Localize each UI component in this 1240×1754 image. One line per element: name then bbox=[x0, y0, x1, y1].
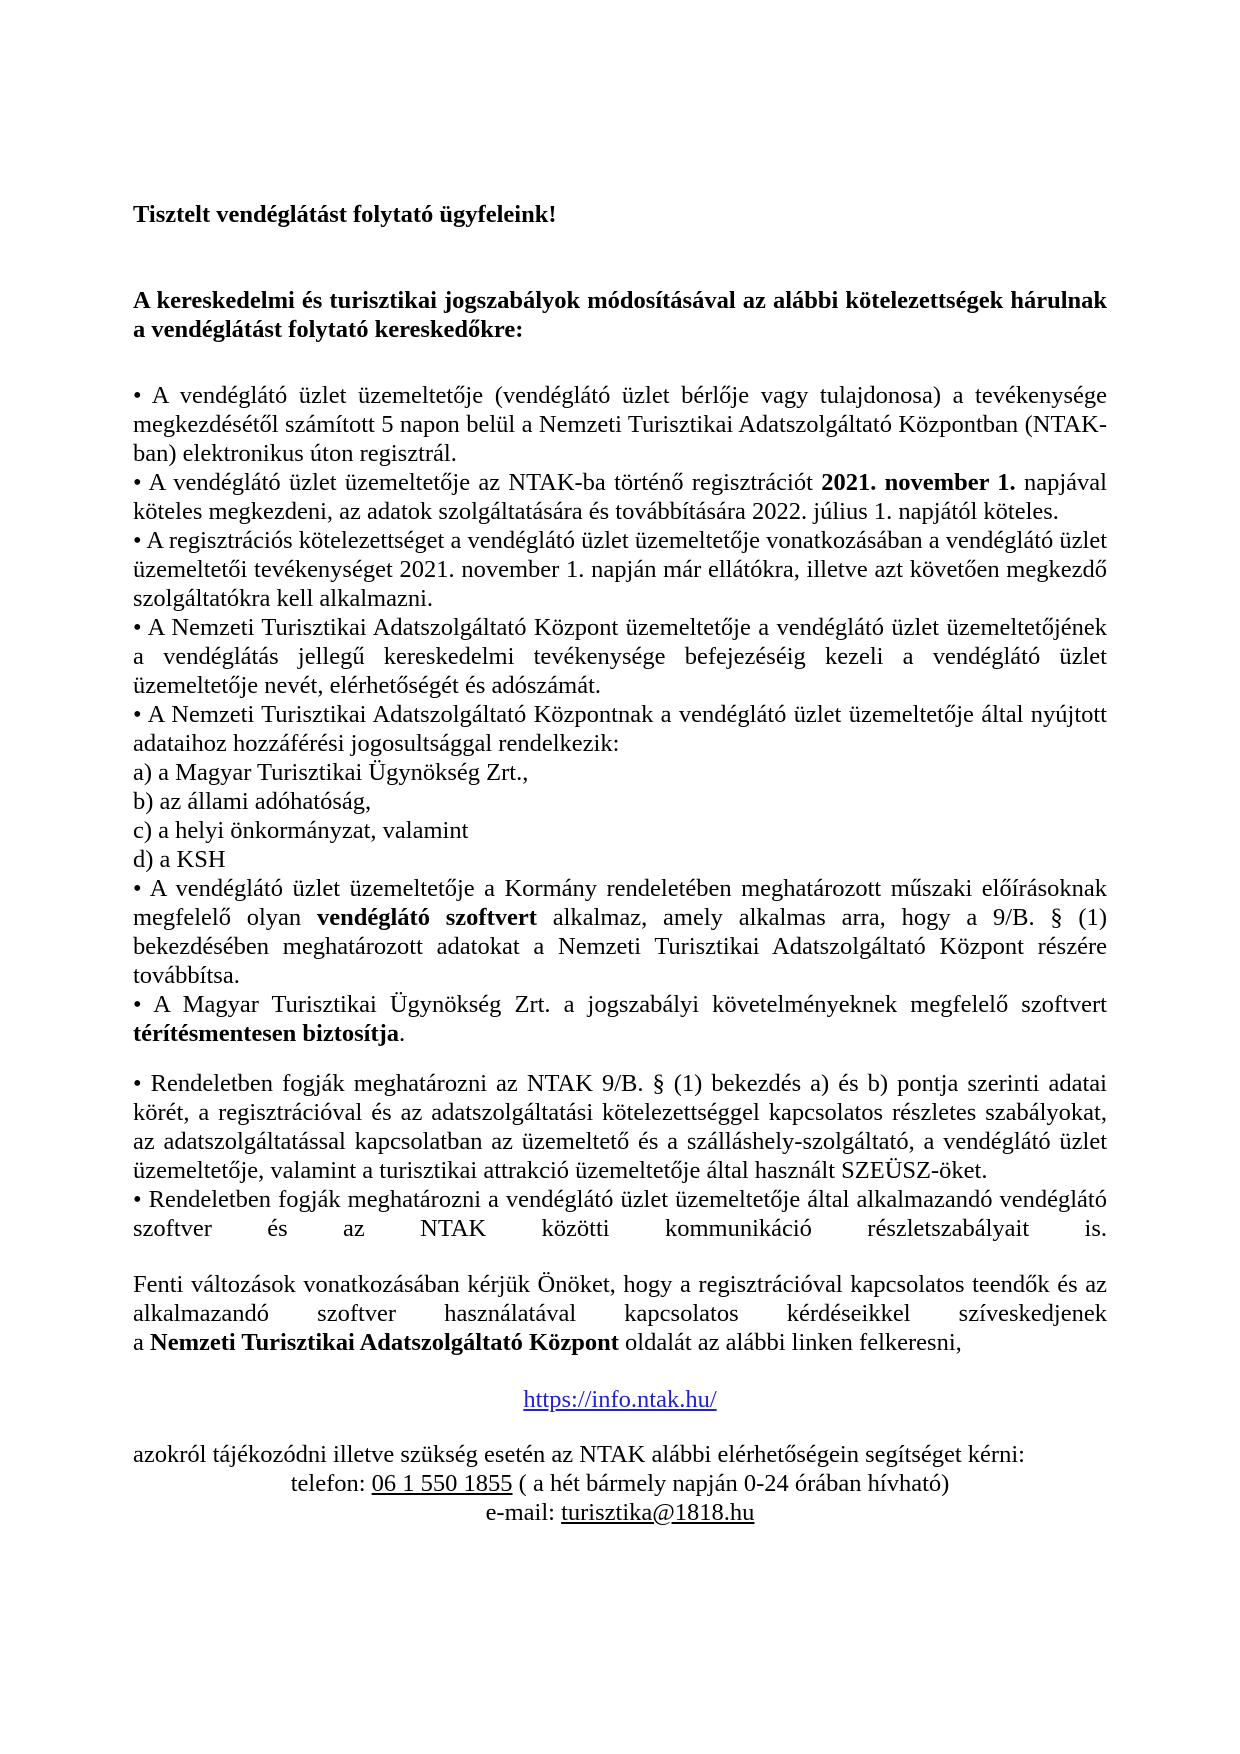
text-run: oldalát az alábbi linken felkeresni, bbox=[618, 1329, 962, 1356]
text-run: alkalmaz, amely alkalmas arra, hogy a 9/B. § (1) bekezdésében meghatározott adatokat a Nemzeti Turisztikai Adatszolgáltató Központ részére továbbítsa. bbox=[133, 904, 1108, 989]
phone-label: telefon: bbox=[290, 1470, 372, 1497]
obligations-list bbox=[133, 381, 1107, 1048]
text-run: napjával köteles megkezdeni, az adatok szolgáltatására és továbbítására 2022. július 1. napjától köteles. bbox=[133, 469, 1107, 525]
bullet-obligation-scope bbox=[133, 526, 1107, 613]
bullet-access-rights bbox=[133, 700, 1107, 758]
link-row bbox=[133, 1385, 1107, 1414]
email-address-link[interactable]: turisztika@1818.hu bbox=[561, 1499, 755, 1526]
text-run: • A vendéglátó üzlet üzemeltetője a Kormány rendeletében meghatározott műszaki előírásoknak megfelelő olyan bbox=[133, 875, 1107, 931]
text-run-bold: térítésmentesen biztosítja bbox=[133, 1020, 400, 1047]
ntak-info-link[interactable]: https://info.ntak.hu/ bbox=[523, 1386, 717, 1413]
text-run: • A Nemzeti Turisztikai Adatszolgáltató Központnak a vendéglátó üzlet üzemeltetője által nyújtott adataihoz hozzáférési jogosultsággal rendelkezik: bbox=[133, 701, 1107, 757]
text-run: • A regisztrációs kötelezettséget a vendéglátó üzlet üzemeltetője vonatkozásában a vendéglátó üzlet üzemeltetői tevékenységet 2021. november 1. napján már ellátókra, illetve azt követően megkezdő szolgáltatókra kell alkalmazni. bbox=[133, 527, 1107, 612]
text-run-bold: 2021. november 1. bbox=[821, 469, 1016, 496]
bullet-data-handling bbox=[133, 613, 1107, 700]
decree-bullets bbox=[133, 1069, 1107, 1243]
text-run: a bbox=[133, 1329, 150, 1356]
bullet-decree-data-scope: • Rendeletben fogják meghatározni az NTAK 9/B. § (1) bekezdés a) és b) pontja szerinti adatai körét, a regisztrációval és az adatszolgáltatási kötelezettséggel kapcsolatos részletes szabályokat, az adatszolgáltatással kapcsolatban az üzemeltető és a szálláshely-szolgáltató, a vendéglátó üzlet üzemeltetője, valamint a turisztikai attrakció üzemeltetője által használt SZEÜSZ-öket. bbox=[133, 1070, 1107, 1184]
email-label: e-mail: bbox=[485, 1499, 562, 1526]
access-list-item-a: a) a Magyar Turisztikai Ügynökség Zrt., bbox=[133, 759, 529, 786]
bullet-registration bbox=[133, 381, 1107, 468]
salutation-heading: Tisztelt vendéglátást folytató ügyfeleink! bbox=[133, 201, 557, 228]
contact-info-line: azokról tájékozódni illetve szükség esetén az NTAK alábbi elérhetőségein segítséget kérni: bbox=[133, 1441, 1025, 1468]
closing-ntak-line bbox=[133, 1328, 1107, 1357]
text-run: • A Nemzeti Turisztikai Adatszolgáltató Központ üzemeltetője a vendéglátó üzlet üzemeltetőjének a vendéglátás jellegű kereskedelmi tevékenysége befejezéséig kezeli a vendéglátó üzlet üzemeltetője nevét, elérhetőségét és adószámát. bbox=[133, 614, 1107, 699]
closing-request-text: Fenti változások vonatkozásában kérjük Önöket, hogy a regisztrációval kapcsolatos teendők és az alkalmazandó szoftver használatával kapcsolatos kérdéseikkel szíveskedjenek bbox=[133, 1271, 1107, 1327]
text-run-bold: Nemzeti Turisztikai Adatszolgáltató Központ bbox=[150, 1329, 619, 1356]
bullet-free-software bbox=[133, 990, 1107, 1048]
access-list-item-b: b) az állami adóhatóság, bbox=[133, 788, 372, 815]
bullet-software-requirement bbox=[133, 874, 1107, 990]
text-run: • A Magyar Turisztikai Ügynökség Zrt. a jogszabályi követelményeknek megfelelő szoftvert bbox=[133, 991, 1107, 1018]
text-run: . bbox=[399, 1020, 406, 1047]
bullet-registration-deadline bbox=[133, 468, 1107, 526]
closing-paragraph bbox=[133, 1270, 1107, 1357]
intro-paragraph: A kereskedelmi és turisztikai jogszabályok módosításával az alábbi kötelezettségek hárulnak a vendéglátást folytató kereskedőkre: bbox=[133, 287, 1107, 343]
text-run-bold: vendéglátó szoftvert bbox=[317, 904, 537, 931]
phone-availability: ( a hét bármely napján 0-24 órában hívható) bbox=[512, 1470, 950, 1497]
text-run: • A vendéglátó üzlet üzemeltetője az NTAK-ba történő regisztrációt bbox=[133, 469, 822, 496]
email-line bbox=[133, 1498, 1107, 1527]
contact-block bbox=[133, 1440, 1107, 1527]
access-list-item-c: c) a helyi önkormányzat, valamint bbox=[133, 817, 469, 844]
bullet-decree-communication: • Rendeletben fogják meghatározni a vendéglátó üzlet üzemeltetője által alkalmazandó vendéglátó szoftver és az NTAK közötti kommunikáció részletszabályait is. bbox=[133, 1186, 1107, 1242]
access-list-item-d: d) a KSH bbox=[133, 846, 226, 873]
phone-number-link[interactable]: 06 1 550 1855 bbox=[371, 1470, 513, 1497]
phone-line bbox=[133, 1469, 1107, 1498]
document-page bbox=[133, 0, 1107, 1527]
text-run: • A vendéglátó üzlet üzemeltetője (vendéglátó üzlet bérlője vagy tulajdonosa) a tevékenysége megkezdésétől számított 5 napon belül a Nemzeti Turisztikai Adatszolgáltató Központban (NTAK-ban) elektronikus úton regisztrál. bbox=[133, 382, 1107, 467]
